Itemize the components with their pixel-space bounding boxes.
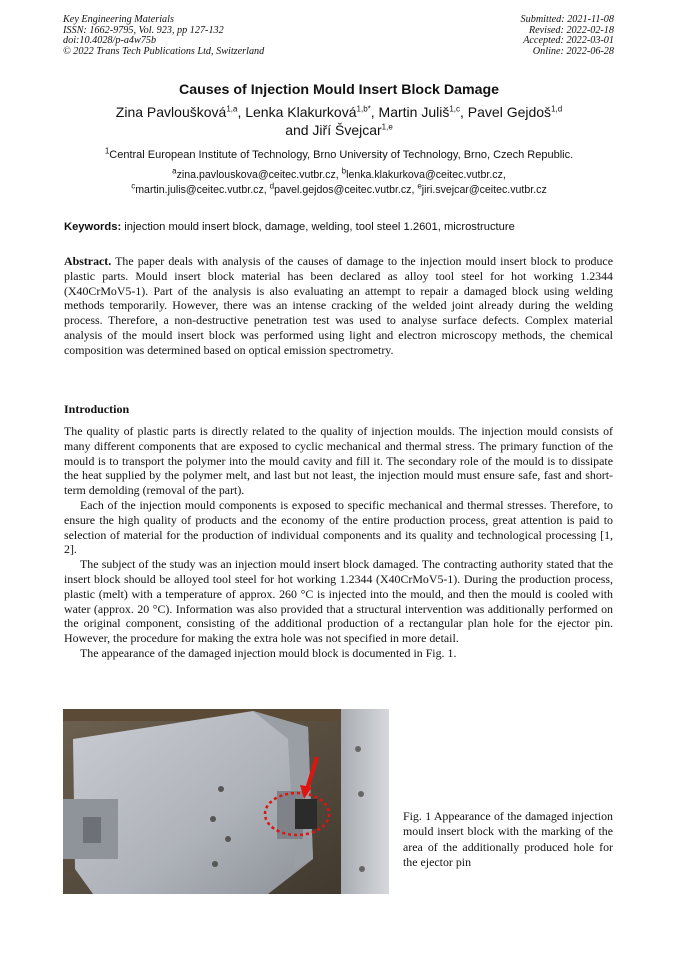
email-address[interactable]: pavel.gejdos@ceitec.vutbr.cz, (274, 183, 418, 196)
figure-1-caption: Fig. 1 Appearance of the damaged injection mould insert block with the marking of the area of the additionally produced hole for the ejector pin (403, 809, 613, 870)
revised-date: Revised: 2022-02-18 (528, 24, 614, 36)
paragraph: The quality of plastic parts is directly related to the quality of injection moulds. The injection mould consists of many different components that are exposed to cyclic mechanical and thermal stress. The primary function of the mould is to transport the polymer into the mould cavity and fill it. The secondary role of the mould is to dissipate the heat supplied by the polymer melt, and last but not least, the injection mould must ensure safe, fast and short-term demolding (removal of the part). (64, 424, 613, 498)
submitted-date: Submitted: 2021-11-08 (520, 14, 614, 25)
accepted-date: Accepted: 2022-03-01 (523, 35, 614, 47)
paragraph: The appearance of the damaged injection mould block is documented in Fig. 1. (80, 645, 457, 660)
author-name: Zina Pavloušková (115, 104, 227, 120)
journal-header (63, 15, 264, 57)
paragraph: Each of the injection mould components is exposed to specific mechanical and thermal stresses. Therefore, to ensure the high quality of products and the economy of the entire production process, great attention is paid to selection of material for the production of individual components and its quality and technological processing [1, 2]. (64, 497, 613, 557)
author-name: Lenka Klakurková (245, 104, 357, 120)
dates-header (521, 15, 614, 57)
author-name: Pavel Gejdoš (467, 104, 552, 120)
affiliation-mark: 1 (104, 146, 110, 156)
author-separator: , (237, 104, 246, 120)
email-address[interactable]: zina.pavlouskova@ceitec.vutbr.cz, (176, 169, 342, 181)
author-affiliation-mark: 1,a (226, 104, 238, 114)
abstract (64, 254, 613, 358)
author-affiliation-mark: 1,d (551, 104, 563, 114)
author-affiliation-mark: 1,e (381, 122, 393, 132)
author-separator: , (370, 104, 379, 120)
introduction-body (64, 424, 613, 661)
ejector-pin-hole (295, 799, 317, 829)
journal-copyright: © 2022 Trans Tech Publications Ltd, Switzerland (63, 45, 265, 57)
email-mark: e (417, 180, 422, 190)
author-affiliation-mark: 1,b* (356, 104, 371, 114)
damaged-insert-block-image (63, 709, 389, 894)
email-address[interactable]: lenka.klakurkova@ceitec.vutbr.cz, (346, 169, 506, 181)
affiliation (0, 146, 678, 161)
paper-title: Causes of Injection Mould Insert Block Damage (178, 82, 500, 98)
email-address[interactable]: martin.julis@ceitec.vutbr.cz, (135, 183, 270, 196)
email-mark: a (172, 166, 177, 176)
email-list (0, 168, 678, 197)
author-name: and Jiří Švejcar (285, 122, 382, 138)
keywords-label: Keywords: (64, 221, 122, 233)
email-mark: d (269, 180, 275, 190)
abstract-text: The paper deals with analysis of the causes of damage to the injection mould insert block to produce plastic parts. Mould insert block material has been declared as alloy tool steel for hot working 1.2344 (X40CrMoV5-1). Part of the analysis is also evaluating an attempt to repair a damaged block using welding methods temporarily. However, there was an intense cracking of the welded joint already during the welding process. Therefore, a non-destructive penetration test was used to analyse surface defects. Complex material analysis of the mould insert block was performed using light and electron microscopy methods, the chemical composition was determined based on optical emission spectrometry. (64, 254, 613, 357)
journal-name: Key Engineering Materials (63, 14, 174, 25)
author-list (0, 103, 678, 139)
journal-issn: ISSN: 1662-9795, Vol. 923, pp 127-132 (63, 24, 224, 36)
online-date: Online: 2022-06-28 (532, 45, 614, 57)
author-name: Martin Juliš (378, 104, 450, 120)
paragraph: The subject of the study was an injection mould insert block damaged. The contracting authority stated that the insert block should be alloyed tool steel for hot working 1.2344 (X40CrMoV5-1). During the production process, plastic (melt) with a temperature of approx. 260 °C is injected into the mould, and then the mould is cooled with water (approx. 20 °C). Information was also provided that a structural intervention was additionally performed on the original component, consisting of the additional production of a rectangular plan hole for the ejector pin. However, the procedure for making the extra hole was not specified in more detail. (64, 557, 613, 646)
keywords-text: injection mould insert block, damage, welding, tool steel 1.2601, microstructure (121, 221, 515, 233)
email-address[interactable]: jiri.svejcar@ceitec.vutbr.cz (421, 183, 547, 196)
abstract-label: Abstract. (64, 254, 112, 268)
section-heading-introduction: Introduction (64, 402, 130, 416)
journal-doi[interactable]: doi:10.4028/p-a4w75b (63, 35, 157, 47)
right-plate (341, 709, 389, 894)
email-mark: b (341, 166, 347, 176)
keywords (64, 221, 624, 233)
author-separator: , (460, 104, 468, 120)
email-mark: c (131, 180, 136, 190)
author-affiliation-mark: 1,c (449, 104, 460, 114)
affiliation-text: Central European Institute of Technology, Brno University of Technology, Brno, Czech Republic. (109, 149, 574, 161)
figure-1-photo (63, 709, 389, 894)
